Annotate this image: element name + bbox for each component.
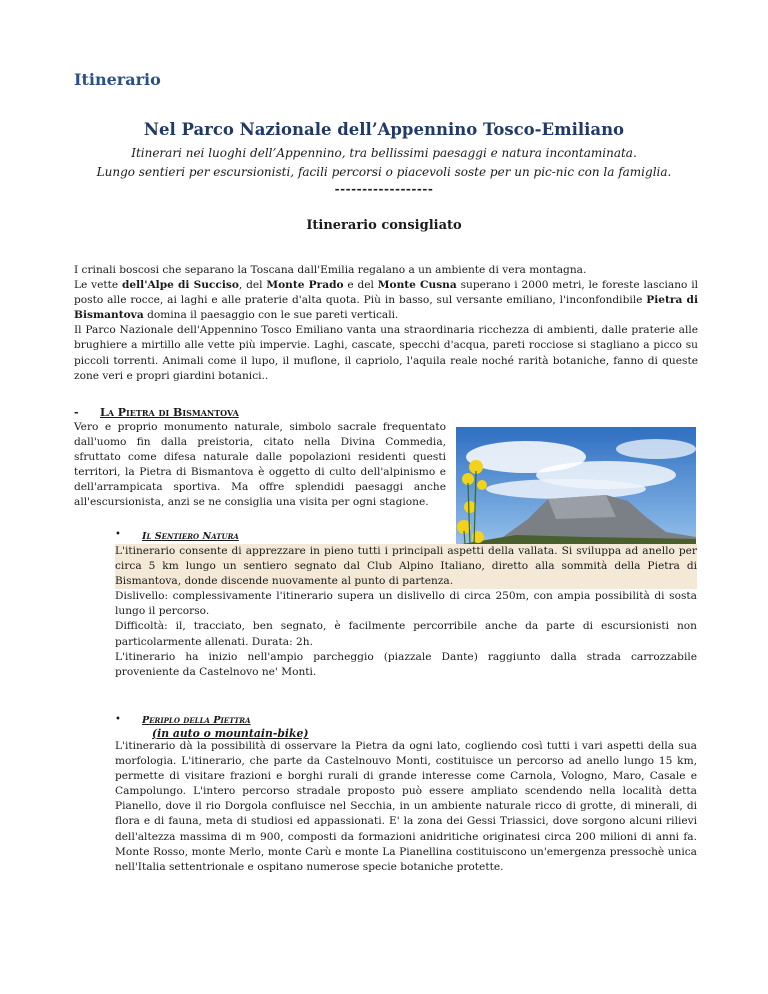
list-dash: - xyxy=(74,406,79,419)
subtitle-line-1: Itinerari nei luoghi dell’Appennino, tra bellissimi paesaggi e natura incontaminata. xyxy=(131,146,637,160)
periplo-heading: Periplo della Piettra xyxy=(142,715,251,726)
sentiero-paragraph-1: L'itinerario consente di apprezzare in pieno tutti i principali aspetti della vallata. Si sviluppa ad anello per circa 5 km lungo un sentiero segnato dal Club Alpino Italiano, diretto alla sommità della Pietra di Bismantova, donde discende nuovamente al punto di partenza. xyxy=(115,544,697,589)
periplo-subheading: (in auto o mountain-bike) xyxy=(152,727,309,740)
sentiero-dislivello: Dislivello: complessivamente l'itinerario supera un dislivello di circa 250m, con ampia possibilità di sosta lungo il percorso. xyxy=(115,590,697,618)
text-run: e del xyxy=(343,279,378,292)
text-run: Le vette xyxy=(74,279,123,292)
text-run: superano i 2000 metri, le foreste lasciano il posto alle rocce, ai laghi e alle praterie d'alta quota. Più in basso, sul versante emiliano, l'inconfondibile xyxy=(74,279,699,307)
pietra-heading-text: La Pietra di Bismantova xyxy=(100,406,239,419)
peak-name: Monte Cusna xyxy=(377,279,457,292)
landmark-name: Pietra di Bismantova xyxy=(74,294,698,322)
text-run: domina il paesaggio con le sue pareti verticali. xyxy=(143,309,399,322)
pietra-heading xyxy=(74,406,239,419)
text-run: , del xyxy=(238,279,267,292)
peak-name: Monte Prado xyxy=(266,279,344,292)
sentiero-difficolta: Difficoltà: il, tracciato, ben segnato, è facilmente percorribile anche da parte di escursionisti non particolarmente allenati. Durata: 2h. xyxy=(115,620,697,648)
section-label: Itinerario xyxy=(74,70,161,89)
bullet-icon: • xyxy=(115,529,121,540)
subheading: Itinerario consigliato xyxy=(306,218,462,233)
sentiero-heading: Il Sentiero Natura xyxy=(142,531,239,542)
subtitle-line-2: Lungo sentieri per escursionisti, facili percorsi o piacevoli soste per un pic-nic con la famiglia. xyxy=(96,165,672,179)
periplo-description: L'itinerario dà la possibilità di osservare la Pietra da ogni lato, cogliendo così tutti i vari aspetti della sua morfologia. L'itinerario, che parte da Castelnouvo Monti, costituisce un percorso ad anello lungo 15 km, permette di visitare frazioni e borghi rurali di grande interesse come Carnola, Vologno, Maro, Casale e Campolungo. L'intero percorso stradale proposto può essere ampliato scendendo nella località detta Pianello, dove il rio Dorgola confluisce nel Secchia, in un ambiente naturale ricco di grotte, di minerali, di flora e di fauna, meta di studiosi ed appassionati. E' la zona dei Gessi Triassici, dove sorgono alcuni rilievi dell'altezza massima di m 900, composti da formazioni anidritiche originatesi circa 200 milioni di anni fa. Monte Rosso, monte Merlo, monte Carù e monte La Pianellina costituiscono un'emergenza pressochè unica nell'Italia settentrionale e ospitano numerose specie botaniche protette. xyxy=(115,740,697,873)
peak-name: dell'Alpe di Succiso xyxy=(122,279,239,292)
intro-paragraph-2 xyxy=(74,278,698,323)
intro-paragraph-3: Il Parco Nazionale dell'Appennino Tosco Emiliano vanta una straordinaria ricchezza di ambienti, dalle praterie alle brughiere a mirtillo alle vette più impervie. Laghi, cascate, specchi d'acqua, pareti rocciose si stagliano a picco su piccoli torrenti. Animali come il lupo, il muflone, il capriolo, l'aquila reale noché rarità botaniche, fanno di queste zone veri e propri giardini botanici.. xyxy=(74,324,698,382)
intro-text xyxy=(74,263,698,384)
sentiero-start: L'itinerario ha inizio nell'ampio parcheggio (piazzale Dante) raggiunto dalla strada carrozzabile proveniente da Castelnovo ne' Monti. xyxy=(115,650,697,678)
bullet-icon: • xyxy=(115,714,121,725)
separator: ------------------ xyxy=(334,182,434,196)
intro-paragraph-1: I crinali boscosi che separano la Toscana dall'Emilia regalano a un ambiente di vera montagna. xyxy=(74,264,587,276)
sentiero-section xyxy=(115,544,697,680)
pietra-description: Vero e proprio monumento naturale, simbolo sacrale frequentato dall'uomo fin dalla preistoria, citato nella Divina Commedia, sfruttato come difesa naturale dalle popolazioni residenti questi territori, la Pietra di Bismantova è oggetto di culto dell'alpinismo e dell'arrampicata sportiva. Ma offre splendidi paesaggi anche all'escursionista, anzi se ne consiglia una visita per ogni stagione. xyxy=(74,421,446,509)
page-title: Nel Parco Nazionale dell’Appennino Tosco-Emiliano xyxy=(143,120,625,139)
